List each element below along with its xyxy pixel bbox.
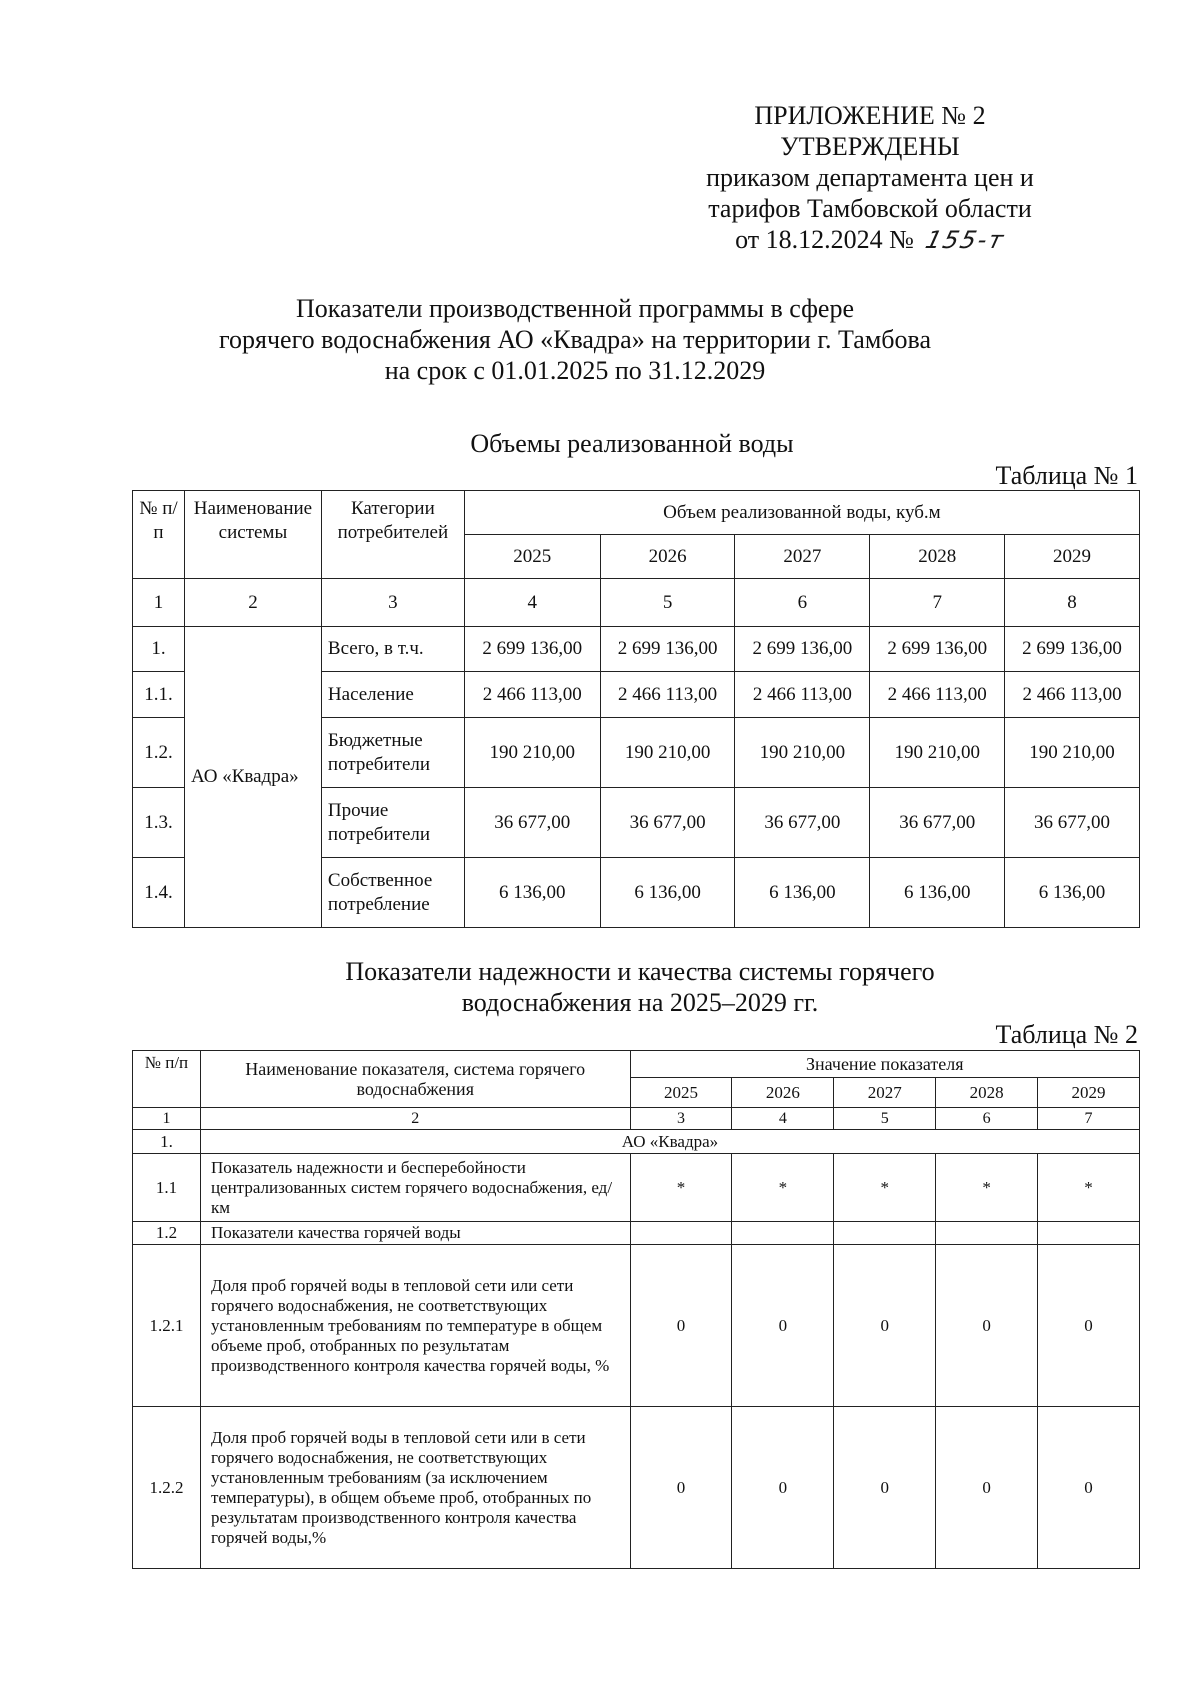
t1-value: 36 677,00 [735,788,870,858]
t2-value: * [732,1154,834,1222]
table2-title-line-1: Показатели надежности и качества системы горячего [345,957,935,986]
t1-category: Бюджетные потребители [321,718,464,788]
t2-header-value: Значение показателя [630,1051,1139,1078]
t1-value: 190 210,00 [464,718,600,788]
document-title [150,293,1000,386]
t2-org-num: 1. [133,1130,201,1154]
t1-row-num: 1.1. [133,672,185,718]
t1-value: 2 699 136,00 [870,627,1005,672]
table-row [133,1407,1140,1569]
t2-indicator-name: Доля проб горячей воды в тепловой сети или в сети горячего водоснабжения, не соответствующих установленным требованиям (за исключением температуры), в общем объеме проб, отобранных по результатам производственного контроля качества горячей воды,% [200,1407,630,1569]
t1-value: 2 699 136,00 [600,627,735,672]
title-line-1: Показатели производственной программы в сфере [295,294,855,323]
t1-value: 2 466 113,00 [735,672,870,718]
t2-value: 0 [1038,1407,1140,1569]
order-date: от 18.12.2024 № [735,225,914,254]
t1-value: 2 699 136,00 [464,627,600,672]
t1-year: 2028 [870,535,1005,579]
t2-value: * [834,1154,936,1222]
t1-value: 6 136,00 [870,858,1005,928]
t1-value: 6 136,00 [735,858,870,928]
t2-indicator-name: Показатели качества горячей воды [200,1222,630,1245]
t2-value: 0 [834,1407,936,1569]
t1-value: 36 677,00 [1005,788,1140,858]
approval-block [660,100,1080,256]
t2-colnum: 2 [200,1108,630,1130]
table2-label: Таблица № 2 [995,1020,1138,1049]
t2-value: 0 [732,1407,834,1569]
t2-indicator-name: Доля проб горячей воды в тепловой сети или сети горячего водоснабжения, не соответствующих установленным требованиям по температуре в общем объеме проб, отобранных по результатам производственного контроля качества горячей воды, % [200,1245,630,1407]
t1-year: 2026 [600,535,735,579]
t1-category: Население [321,672,464,718]
t1-row-num: 1.4. [133,858,185,928]
t1-category: Прочие потребители [321,788,464,858]
t2-empty-cell [732,1222,834,1245]
table1-header-row [133,491,1140,535]
t1-value: 6 136,00 [464,858,600,928]
t2-row-num: 1.2.2 [133,1407,201,1569]
sales-volume-table [132,490,1140,928]
t2-year: 2028 [936,1078,1038,1108]
t2-value: 0 [936,1407,1038,1569]
order-line-2: тарифов Тамбовской области [708,194,1032,223]
t1-value: 2 466 113,00 [1005,672,1140,718]
t1-year: 2025 [464,535,600,579]
table2-section-title [250,956,1030,1018]
reliability-quality-table [132,1050,1140,1569]
t1-colnum: 6 [735,579,870,627]
table2-title-line-2: водоснабжения на 2025–2029 гг. [461,988,819,1017]
t1-header-category: Категории потребителей [321,491,464,579]
table1-section-title: Объемы реализованной воды [470,429,794,458]
order-line-1: приказом департамента цен и [706,163,1034,192]
approved-label: УТВЕРЖДЕНЫ [780,132,960,161]
t2-year: 2027 [834,1078,936,1108]
table1-label: Таблица № 1 [995,461,1138,490]
t2-header-name: Наименование показателя, система горячего водоснабжения [200,1051,630,1108]
t1-row-num: 1.2. [133,718,185,788]
t1-colnum: 4 [464,579,600,627]
t2-value: 0 [630,1407,732,1569]
t2-header-num: № п/п [133,1051,201,1108]
order-number-handwritten: 155-т [923,226,1009,254]
t1-value: 36 677,00 [870,788,1005,858]
t2-row-num: 1.1 [133,1154,201,1222]
t1-year: 2029 [1005,535,1140,579]
t1-colnum: 7 [870,579,1005,627]
t2-value: * [936,1154,1038,1222]
t2-colnum: 1 [133,1108,201,1130]
t1-category: Собственное потребление [321,858,464,928]
table2-colnum-row [133,1108,1140,1130]
t2-colnum: 6 [936,1108,1038,1130]
t2-empty-cell [936,1222,1038,1245]
t2-org-name: АО «Квадра» [200,1130,1139,1154]
t2-value: 0 [834,1245,936,1407]
t2-value: 0 [732,1245,834,1407]
table2-org-row [133,1130,1140,1154]
table-row [133,1154,1140,1222]
t1-colnum: 3 [321,579,464,627]
t1-value: 2 466 113,00 [464,672,600,718]
t2-value: 0 [1038,1245,1140,1407]
table-row [133,1245,1140,1407]
t2-empty-cell [834,1222,936,1245]
t1-system-name: АО «Квадра» [184,627,321,928]
t1-value: 2 466 113,00 [870,672,1005,718]
t1-colnum: 5 [600,579,735,627]
t2-indicator-name: Показатель надежности и бесперебойности централизованных систем горячего водоснабжения, ед/км [200,1154,630,1222]
t2-colnum: 5 [834,1108,936,1130]
table2-header-row [133,1051,1140,1078]
t1-header-system: Наименование системы [184,491,321,579]
t1-category: Всего, в т.ч. [321,627,464,672]
t1-value: 6 136,00 [600,858,735,928]
t1-value: 190 210,00 [600,718,735,788]
t2-row-num: 1.2 [133,1222,201,1245]
t2-year: 2026 [732,1078,834,1108]
t2-colnum: 3 [630,1108,732,1130]
t2-value: * [630,1154,732,1222]
t1-value: 190 210,00 [1005,718,1140,788]
appendix-label: ПРИЛОЖЕНИЕ № 2 [754,101,986,130]
t1-value: 6 136,00 [1005,858,1140,928]
t2-year: 2029 [1038,1078,1140,1108]
table1-colnum-row [133,579,1140,627]
t2-value: 0 [936,1245,1038,1407]
t2-year: 2025 [630,1078,732,1108]
t1-value: 190 210,00 [735,718,870,788]
t2-colnum: 7 [1038,1108,1140,1130]
t1-colnum: 8 [1005,579,1140,627]
t1-value: 190 210,00 [870,718,1005,788]
table-row [133,1222,1140,1245]
t2-colnum: 4 [732,1108,834,1130]
table-row [133,627,1140,672]
order-date-line [660,224,1080,256]
t1-row-num: 1. [133,627,185,672]
t1-header-num: № п/п [133,491,185,579]
t2-empty-cell [630,1222,732,1245]
t1-value: 2 699 136,00 [1005,627,1140,672]
title-line-3: на срок с 01.01.2025 по 31.12.2029 [384,356,766,385]
t2-value: 0 [630,1245,732,1407]
t1-value: 2 699 136,00 [735,627,870,672]
t1-value: 36 677,00 [600,788,735,858]
t2-value: * [1038,1154,1140,1222]
title-line-2: горячего водоснабжения АО «Квадра» на территории г. Тамбова [219,325,931,354]
t1-header-volume: Объем реализованной воды, куб.м [464,491,1139,535]
t1-value: 36 677,00 [464,788,600,858]
t1-colnum: 1 [133,579,185,627]
t1-year: 2027 [735,535,870,579]
t1-colnum: 2 [184,579,321,627]
t2-row-num: 1.2.1 [133,1245,201,1407]
t1-value: 2 466 113,00 [600,672,735,718]
t1-row-num: 1.3. [133,788,185,858]
t2-empty-cell [1038,1222,1140,1245]
